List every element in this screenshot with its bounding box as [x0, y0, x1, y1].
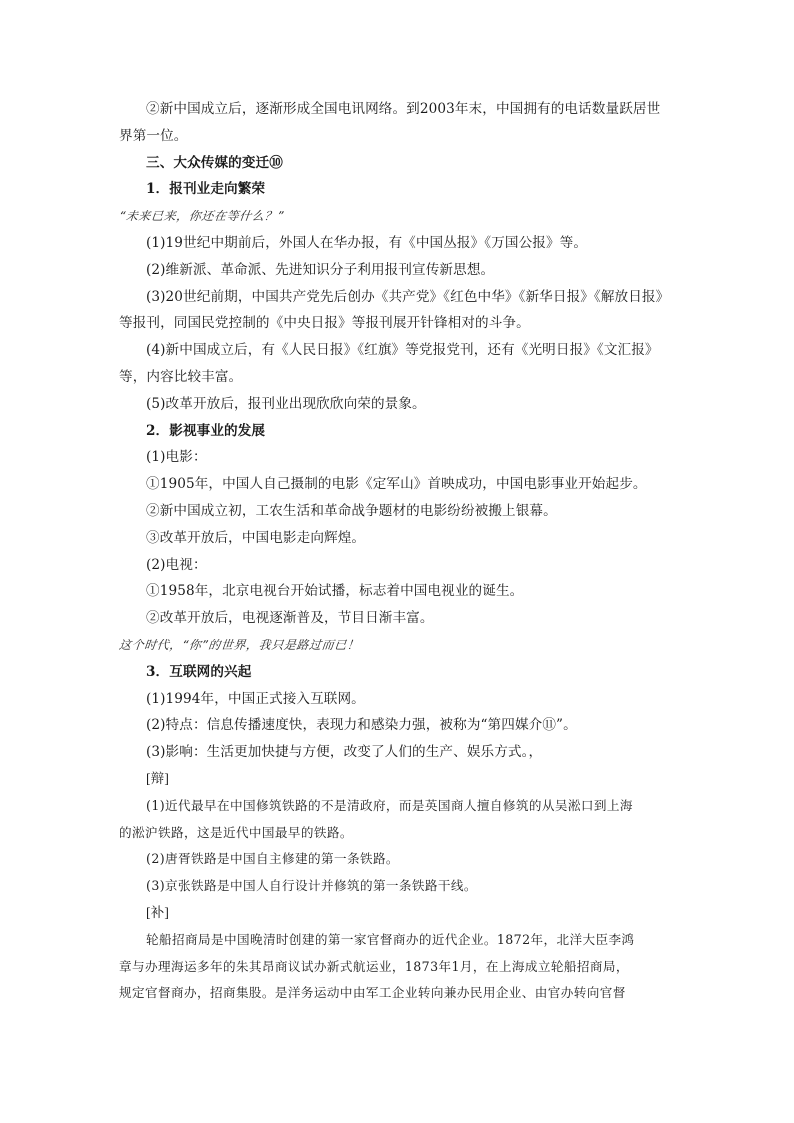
text-line: (3)20世纪前期，中国共产党先后创办《共产党》《红色中华》《新华日报》《解放日报》 — [146, 288, 670, 305]
text-line: 这个时代，“你”的世界，我只是路过而已！ — [118, 637, 361, 652]
text-line: (2)维新派、革命派、先进知识分子利用报刊宣传新思想。 — [146, 261, 495, 278]
text-line: 三、大众传媒的变迁⑩ — [146, 154, 283, 171]
text-line: ②新中国成立初，工农生活和革命战争题材的电影纷纷被搬上银幕。 — [146, 502, 557, 519]
text-line: (3)影响：生活更加快捷与方便，改变了人们的生产、娱乐方式。， — [146, 744, 543, 761]
text-line: 2．影视事业的发展 — [146, 422, 266, 439]
text-line: ②新中国成立后，逐渐形成全国电讯网络。到2003年末，中国拥有的电话数量跃居世 — [146, 101, 661, 117]
text-line: 等报刊，同国民党控制的《中央日报》等报刊展开针锋相对的斗争。 — [119, 315, 530, 332]
text-line: “未来已来，你还在等什么？” — [118, 209, 285, 224]
text-line: [补] — [146, 904, 169, 920]
text-line: (4)新中国成立后，有《人民日报》《红旗》等党报党刊，还有《光明日报》《文汇报》 — [146, 342, 659, 359]
text-line: (2)电视： — [146, 556, 207, 573]
text-line: 等，内容比较丰富。 — [119, 368, 243, 385]
text-line: ①1905年，中国人自己摄制的电影《定军山》首映成功，中国电影事业开始起步。 — [146, 476, 647, 493]
text-line: (3)京张铁路是中国人自行设计并修筑的第一条铁路干线。 — [146, 878, 477, 894]
text-line: 章与办理海运多年的朱其昂商议试办新式航运业，1873年1月，在上海成立轮船招商局， — [119, 958, 629, 974]
text-line: (5)改革开放后，报刊业出现欣欣向荣的景象。 — [146, 395, 426, 412]
text-line: (2)唐胥铁路是中国自主修建的第一条铁路。 — [146, 851, 399, 867]
text-line: (1)19世纪中期前后，外国人在华办报，有《中国丛报》《万国公报》等。 — [146, 234, 588, 251]
text-line: 界第一位。 — [119, 127, 188, 144]
text-line: 轮船招商局是中国晚清时创建的第一家官督商办的近代企业。1872年，北洋大臣李鸿 — [146, 931, 635, 947]
text-line: ②改革开放后，电视逐渐普及，节目日渐丰富。 — [146, 610, 434, 627]
text-line: [辩] — [146, 770, 169, 786]
document-page — [119, 96, 679, 1007]
text-line: 1．报刊业走向繁荣 — [146, 181, 266, 198]
text-line: ①1958年，北京电视台开始试播，标志着中国电视业的诞生。 — [146, 583, 524, 600]
text-line: 规定官督商办，招商集股。是洋务运动中由军工企业转向兼办民用企业、由官办转向官督 — [119, 985, 626, 1001]
text-line: (1)电影： — [146, 449, 207, 466]
text-line: ③改革开放后，中国电影走向辉煌。 — [146, 529, 366, 546]
text-line: (1)近代最早在中国修筑铁路的不是清政府，而是英国商人擅自修筑的从吴淞口到上海 — [146, 797, 633, 813]
text-line: (1)1994年，中国正式接入互联网。 — [146, 690, 365, 707]
text-line: (2)特点：信息传播速度快，表现力和感染力强，被称为“第四媒介⑪”。 — [146, 717, 577, 734]
text-line: 3．互联网的兴起 — [146, 663, 252, 680]
text-line: 的淞沪铁路，这是近代中国最早的铁路。 — [119, 824, 353, 840]
